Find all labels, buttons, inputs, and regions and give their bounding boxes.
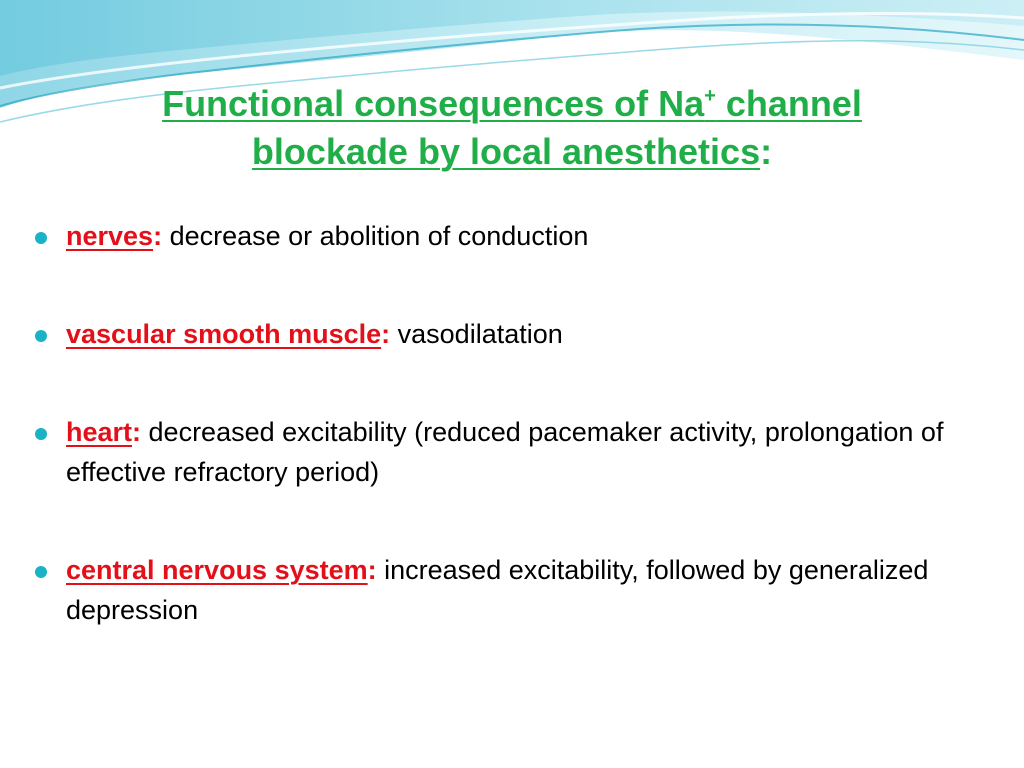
bullet-item-vascular: [30, 314, 990, 354]
bullet-list: [30, 216, 990, 630]
bullet-item-heart: [30, 412, 990, 492]
title-line1-end: channel: [715, 83, 862, 124]
bullet-term: nerves: [66, 221, 154, 251]
bullet-dot-icon: [35, 428, 47, 440]
bullet-term: vascular smooth muscle: [66, 319, 382, 349]
bullet-term: heart: [66, 417, 133, 447]
title-underlined-text: [162, 83, 862, 172]
bullet-colon: :: [153, 221, 163, 251]
bullet-colon: :: [132, 417, 142, 447]
bullet-dot-icon: [35, 330, 47, 342]
slide-title: [40, 80, 984, 176]
bullet-colon: :: [381, 319, 391, 349]
bullet-text: decreased excitability (reduced pacemaker activity, prolongation of effective refractory period): [66, 417, 944, 487]
bullet-item-nerves: [30, 216, 990, 256]
bullet-text: increased excitability, followed by generalized depression: [66, 555, 929, 625]
bullet-term: central nervous system: [66, 555, 368, 585]
bullet-dot-icon: [35, 232, 47, 244]
title-superscript: +: [704, 85, 716, 107]
title-colon: :: [760, 131, 773, 172]
bullet-item-cns: [30, 550, 990, 630]
bullet-dot-icon: [35, 566, 47, 578]
bullet-text: decrease or abolition of conduction: [162, 221, 589, 251]
bullet-colon: :: [367, 555, 377, 585]
bullet-text: vasodilatation: [390, 319, 563, 349]
title-line2-text: blockade by local anesthetics: [251, 131, 761, 172]
title-line1-text: Functional consequences of Na: [162, 83, 705, 124]
